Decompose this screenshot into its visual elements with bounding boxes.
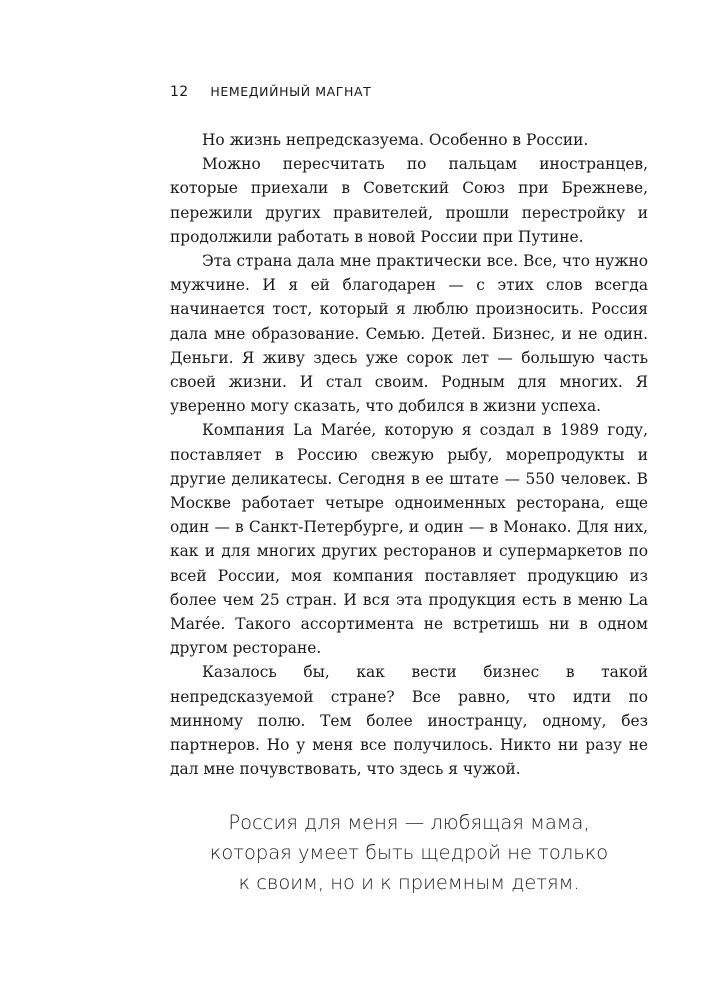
quote-line: Россия для меня — любящая мама, <box>228 811 590 834</box>
paragraph: Эта страна дала мне практически все. Все, что нужно мужчине. И я ей благодарен — с этих слов всегда начинается тост, который я люблю произносить. Россия дала мне образование. Семью. Детей. Бизнес, и не один. Деньги. Я живу здесь уже сорок лет — большую часть своей жизни. И стал своим. Родным для многих. Я уверенно могу сказать, что добился в жизни успеха. <box>170 252 648 416</box>
quote-line: к своим, но и к приемным детям. <box>238 871 580 894</box>
page-number: 12 <box>170 84 189 100</box>
paragraph: Компания La Marée, которую я создал в 1989 году, поставляет в Россию свежую рыбу, морепродукты и другие деликатесы. Сегодня в ее штате — 550 человек. В Москве работает четыре одноименных ресторана, еще один — в Санкт-Петербурге, и один — в Монако. Для них, как и для многих других ресторанов и супермаркетов по всей России, моя компания поставляет продукцию из более чем 25 стран. И вся эта продукция есть в меню La Marée. Такого ассортимента не встретишь ни в одном другом ресторане. <box>170 421 648 658</box>
quote-line: которая умеет быть щедрой не только <box>209 841 609 864</box>
page-header <box>170 84 371 100</box>
paragraph: Можно пересчитать по пальцам иностранцев, которые приехали в Советский Союз при Брежневе, пережили других правителей, прошли перестройку и продолжили работать в новой России при Путине. <box>170 155 648 246</box>
paragraph: Казалось бы, как вести бизнес в такой непредсказуемой стране? Все равно, что идти по минному полю. Тем более иностранцу, одному, без партнеров. Но у меня все получилось. Никто ни разу не дал мне почувствовать, что здесь я чужой. <box>170 663 648 779</box>
body-text <box>170 128 648 781</box>
running-title: НЕМЕДИЙНЫЙ МАГНАТ <box>210 84 372 99</box>
paragraph: Но жизнь непредсказуема. Особенно в России. <box>202 131 589 149</box>
pull-quote <box>170 808 648 898</box>
